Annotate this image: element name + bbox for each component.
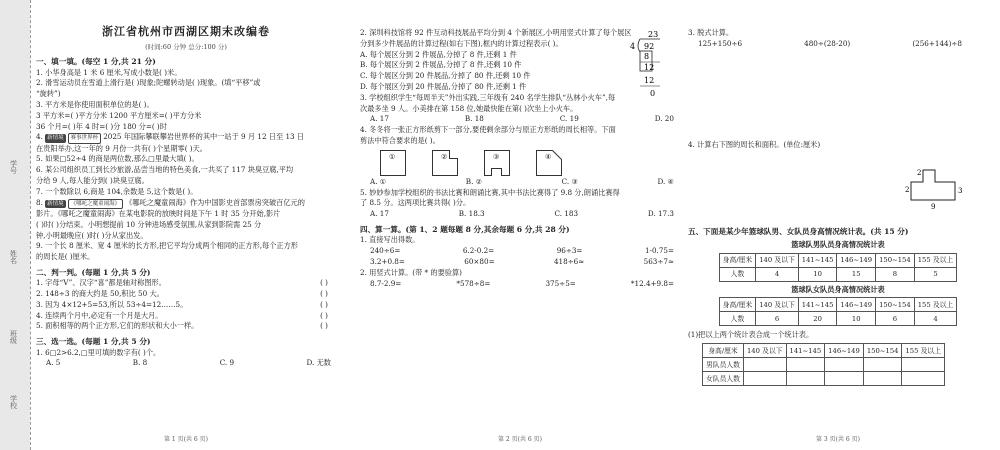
answer-cell[interactable] <box>902 358 945 372</box>
question-1-2-cont: “旋转”) <box>36 89 61 99</box>
choice-4-cont: 剪法中符合要求的是( )。 <box>360 135 440 145</box>
exam-title: 浙江省杭州市西湖区期末改编卷 <box>102 25 270 38</box>
new-context-tag: 新情境 <box>47 135 64 142</box>
table-row <box>719 267 957 281</box>
question-1-7: 7. 一个数除以 6,商是 104,余数是 5,这个数是( )。 <box>36 186 198 196</box>
step-3: 12 <box>644 75 655 85</box>
choice-3: 3. 学校组织学生“每周半天”外出实践,三年级有 240 名学生排队“丛林小火车”,每 <box>360 92 616 102</box>
new-context-tag: 新情境 <box>47 200 64 207</box>
question-1-4-cont: 在贵阳举办,这一年的 9 月份一共有( )个星期零( )天。 <box>36 143 207 153</box>
exam-subtitle: (时间:60 分钟 总分:100 分) <box>145 42 227 51</box>
option-c: C. 183 <box>554 209 579 219</box>
expression: 96÷3= <box>556 246 583 256</box>
option-a: A. 每个展区分到 2 件展品,分掉了 8 件,还剩 1 件 <box>360 49 517 59</box>
question-1-8-text: 《哪吒之魔童闹海》作为中国影史首部票房突破百亿元的 <box>125 197 305 207</box>
answer-cell[interactable] <box>786 372 825 386</box>
judge-5-text: 5. 面积相等的两个正方形,它们的形状和大小一样。 <box>36 321 199 331</box>
question-1-6: 6. 某公司组织员工到长沙旅游,品尝当地的特色美食,一共买了 117 块臭豆腐,平均 <box>36 165 294 175</box>
option-b: B. 18 <box>464 114 484 124</box>
judge-3-text: 3. 因为 4×12+5=53,所以 53÷4=12……5。 <box>36 299 188 309</box>
table-cell: 女队员人数 <box>703 372 744 386</box>
question-1-1: 1. 小华身高是 1 米 6 厘米,写成小数是( )米。 <box>36 67 182 77</box>
figure-4 <box>536 150 562 176</box>
figure-1 <box>380 150 406 176</box>
calc-1-row-1 <box>360 246 674 257</box>
boys-table-title: 篮球队男队员身高情况统计表 <box>791 239 885 249</box>
choice-3-options <box>360 114 674 125</box>
figure-1-label: ① <box>389 152 396 161</box>
calc-4: 4. 计算右下图的周长和面积。(单位:厘米) <box>688 139 821 149</box>
strip-label-student-id: 学号 <box>9 160 18 174</box>
expression: 563÷7≈ <box>643 256 674 266</box>
table-header: 150~154 <box>876 253 915 267</box>
table-row <box>703 358 945 372</box>
table-header: 140 及以下 <box>756 298 799 312</box>
choice-1-options <box>36 358 331 369</box>
table-header-row <box>719 298 957 312</box>
figure-3 <box>484 150 510 176</box>
cut-paper-figures <box>380 150 680 176</box>
option-b: B. 每个展区分到 2 件展品,分掉了 8 件,还剩 10 件 <box>360 60 522 70</box>
expression: 3.2+0.8= <box>370 256 405 266</box>
expression: 8.7-2.9= <box>370 278 402 288</box>
answer-blank[interactable]: ( ) <box>320 310 328 320</box>
dim-label: 9 <box>931 203 936 211</box>
option-c: C. 19 <box>559 114 579 124</box>
judge-2 <box>36 289 336 300</box>
option-d: D. 20 <box>654 114 674 124</box>
table-cell: 人数 <box>719 267 755 281</box>
option-d: D. ④ <box>657 176 674 186</box>
expression: 1-0.75= <box>644 246 674 256</box>
figure-3-label: ③ <box>493 152 500 161</box>
table-header: 身高/厘米 <box>719 298 755 312</box>
table-header: 155 及以上 <box>914 298 957 312</box>
table-cell: 6 <box>756 312 799 326</box>
question-1-3: 3. 平方米是你使用面积单位的是( )。 <box>36 100 154 110</box>
table-header-row <box>719 253 957 267</box>
calc-1: 1. 直接写出得数。 <box>360 235 420 245</box>
option-d: D. 17.3 <box>647 209 674 219</box>
strip-label-school: 学校 <box>9 395 18 409</box>
girls-height-table <box>719 297 958 326</box>
section-5-heading: 五、下面是某少年篮球队男、女队员身高情况统计表。(共 15 分) <box>688 227 909 237</box>
option-a: A. 17 <box>370 209 389 219</box>
question-1-9-cont: 的周长是( )厘米。 <box>36 252 95 262</box>
answer-cell[interactable] <box>743 358 786 372</box>
quotient: 23 <box>648 29 659 39</box>
step-2: 12 <box>644 62 655 72</box>
answer-cell[interactable] <box>743 372 786 386</box>
table-header: 140 及以下 <box>756 253 799 267</box>
judge-3 <box>36 300 336 311</box>
judge-5 <box>36 321 336 332</box>
table-header: 146~149 <box>837 298 876 312</box>
option-b: B. 8 <box>132 358 148 368</box>
answer-cell[interactable] <box>825 358 864 372</box>
page-footer: 第 3 页(共 6 页) <box>816 436 860 443</box>
section-4-heading: 四、算一算。(第 1、2 题每题 8 分,其余每题 6 分,共 28 分) <box>360 224 570 234</box>
question-1-8-c: ( )时( )分结束。小明想提前 10 分钟进场感受氛围,从家到影院需 25 分 <box>36 219 262 229</box>
dim-label: 2 <box>917 169 922 177</box>
option-d: D. 无数 <box>306 358 331 368</box>
question-1-9: 9. 一个长 8 厘米、宽 4 厘米的长方形,把它平均分成两个相同的正方形,每个正方形 <box>36 241 298 251</box>
table-cell: 10 <box>798 267 837 281</box>
choice-2: 2. 深圳科技馆将 92 件互动科技展品平均分到 4 个新展区,小明用竖式计算了每个展区 <box>360 28 632 37</box>
section-3-heading: 三、选一选。(每题 1 分,共 5 分) <box>36 337 151 347</box>
page-3 <box>688 0 988 450</box>
long-division-figure <box>626 28 660 108</box>
choice-1: 1. 6□2>6.2,□里可填的数字有( )个。 <box>36 347 161 357</box>
calc-3: 3. 脱式计算。 <box>688 28 734 37</box>
answer-cell[interactable] <box>902 372 945 386</box>
answer-cell[interactable] <box>825 372 864 386</box>
question-1-8-d: 钟,小明最晚应( )时( )分从家出发。 <box>36 230 148 240</box>
context-topic-tag: 《哪吒之魔童闹海》 <box>68 199 124 209</box>
expression: 375÷5= <box>545 278 576 288</box>
table-header: 155 及以上 <box>914 253 957 267</box>
option-c: C. 每个展区分到 20 件展品,分掉了 80 件,还剩 10 件 <box>360 71 531 81</box>
table-row <box>703 372 945 386</box>
choice-3-cont: 次最多坐 9 人。小美排在第 158 位,她最快能在第( )次坐上小火车。 <box>360 103 578 113</box>
answer-blank[interactable]: ( ) <box>320 321 328 331</box>
table-cell: 4 <box>756 267 799 281</box>
choice-4: 4. 冬冬将一张正方形纸剪下一部分,要使剩余部分与原正方形纸的周长相等。下面 <box>360 125 616 135</box>
question-1-6-cont: 分给 9 人,每人能分到( )块臭豆腐。 <box>36 176 149 186</box>
question-1-2: 2. 滑雪运动员在雪道上滑行是( )现象;陀螺转动是( )现象。(填“平移”或 <box>36 78 261 88</box>
answer-blank[interactable]: ( ) <box>320 299 328 309</box>
calc-3-row <box>688 39 962 50</box>
table-header: 141~145 <box>798 253 837 267</box>
expression: 418÷6≈ <box>553 256 585 266</box>
dividend: 92 <box>644 41 655 51</box>
page-footer: 第 2 页(共 6 页) <box>498 436 542 443</box>
table-header: 身高/厘米 <box>719 253 755 267</box>
option-d: D. 每个展区分到 20 件展品,分掉了 80 件,还剩 1 件 <box>360 81 527 91</box>
dim-label: 3 <box>958 187 963 195</box>
binding-strip <box>0 0 30 450</box>
table-header: 146~149 <box>837 253 876 267</box>
choice-5-cont: 了 8.5 分。这两项比赛共得( )分。 <box>360 198 471 208</box>
table-cell: 15 <box>837 267 876 281</box>
girls-table-title: 篮球队女队员身高情况统计表 <box>791 284 885 294</box>
judge-1-text: 1. 字母“V”、汉字“喜”都是轴对称图形。 <box>36 278 166 288</box>
table-cell: 10 <box>837 312 876 326</box>
judge-4-text: 4. 连续两个月中,必定有一个月是大月。 <box>36 310 163 320</box>
table-cell: 5 <box>914 267 957 281</box>
divisor: 4 <box>630 41 636 51</box>
page-2 <box>360 0 680 450</box>
figure-4-label: ④ <box>545 152 552 161</box>
dim-label: 2 <box>905 186 910 194</box>
combined-table <box>702 343 945 386</box>
figure-2 <box>432 150 458 176</box>
table-header: 140 及以下 <box>743 344 786 358</box>
judge-1 <box>36 278 336 289</box>
table-row <box>719 312 957 326</box>
step-1: 8 <box>644 51 650 61</box>
context-topic-tag: 赛事世界杯 <box>68 133 102 143</box>
table-header: 150~154 <box>876 298 915 312</box>
boys-height-table <box>719 253 958 282</box>
option-c: C. ③ <box>561 176 578 186</box>
answer-blank[interactable]: ( ) <box>320 278 328 288</box>
option-a: A. 5 <box>46 358 61 368</box>
choice-2-cont: 分到多少件展品的计算过程(如右下图),框内的计算过程表示( )。 <box>360 38 563 48</box>
choice-4-options <box>360 177 674 188</box>
answer-cell[interactable] <box>786 358 825 372</box>
question-1-8: 8. 新情境 《哪吒之魔童闹海》 《哪吒之魔童闹海》作为中国影史首部票房突破百亿元的 <box>36 198 336 209</box>
question-1-3b: 36 个月=( )年 4 时=( )分 180 分=( )时 <box>36 121 167 131</box>
table-cell: 男队员人数 <box>703 358 744 372</box>
question-1-4: 4. 新情境 赛事世界杯 2025 年国际攀联攀岩世界杯的其中一站于 9 月 12 日至 13 日 <box>36 132 336 143</box>
table-header: 155 及以上 <box>902 344 945 358</box>
table-cell: 20 <box>798 312 837 326</box>
step-4: 0 <box>650 88 656 98</box>
table-cell: 6 <box>876 312 915 326</box>
expression: 125+150÷6 <box>698 38 743 48</box>
choice-5: 5. 妙妙参加学校组织的书法比赛和朗诵比赛,其中书法比赛得了 9.8 分,朗诵比赛得 <box>360 187 620 197</box>
option-b: B. 18.3 <box>458 209 485 219</box>
expression: *12.4+9.8= <box>630 278 674 288</box>
table-cell: 4 <box>914 312 957 326</box>
table-cell: 8 <box>876 267 915 281</box>
table-header: 141~145 <box>798 298 837 312</box>
expression: 6.2-0.2= <box>462 246 495 256</box>
table-question-1: (1)把以上两个统计表合成一个统计表。 <box>688 330 814 340</box>
page-1 <box>36 0 336 450</box>
composite-shape-figure <box>903 160 978 212</box>
expression: 60×80= <box>464 256 495 266</box>
calc-1-row-2 <box>360 257 674 268</box>
figure-2-label: ② <box>441 152 448 161</box>
choice-5-options <box>360 209 674 220</box>
question-1-5: 5. 如果□52÷4 的商是两位数,那么□里最大填( )。 <box>36 154 199 164</box>
answer-cell[interactable] <box>863 372 902 386</box>
table-header-row <box>703 344 945 358</box>
section-2-heading: 二、判一判。(每题 1 分,共 5 分) <box>36 267 151 277</box>
strip-label-class: 班级 <box>9 330 18 344</box>
binding-line <box>30 0 35 450</box>
table-header: 141~145 <box>786 344 825 358</box>
judge-2-text: 2. 148÷3 的商大约是 50,积比 50 大。 <box>36 289 164 299</box>
expression: 240÷6= <box>370 246 401 256</box>
calc-2: 2. 用竖式计算。(带 * 的要验算) <box>360 267 462 277</box>
question-1-3a: 3 平方米=( )平方分米 1200 平方厘米=( )平方分米 <box>36 110 202 120</box>
table-cell: 人数 <box>719 312 755 326</box>
judge-4 <box>36 311 336 322</box>
table-header: 身高/厘米 <box>703 344 744 358</box>
option-a: A. 17 <box>370 114 389 124</box>
answer-blank[interactable]: ( ) <box>320 289 328 299</box>
page-footer: 第 1 页(共 6 页) <box>164 436 208 443</box>
table-header: 146~149 <box>825 344 864 358</box>
option-a: A. ① <box>370 176 387 186</box>
table-header: 150~154 <box>863 344 902 358</box>
question-1-4-text: 2025 年国际攀联攀岩世界杯的其中一站于 9 月 12 日至 13 日 <box>103 132 305 142</box>
expression: (256+144)÷8 <box>912 38 962 48</box>
option-b: B. ② <box>465 176 483 186</box>
question-1-8-b: 影片。《哪吒之魔童闹海》在某电影院的放映时间是下午 1 时 35 分开始,影片 <box>36 208 281 218</box>
expression: 480÷(28-20) <box>804 38 851 48</box>
calc-2-row <box>360 279 674 290</box>
expression: *578÷8= <box>456 278 491 288</box>
answer-cell[interactable] <box>863 358 902 372</box>
strip-label-name: 姓名 <box>9 250 18 264</box>
option-c: C. 9 <box>219 358 235 368</box>
section-1-heading: 一、填一填。(每空 1 分,共 21 分) <box>36 57 156 67</box>
